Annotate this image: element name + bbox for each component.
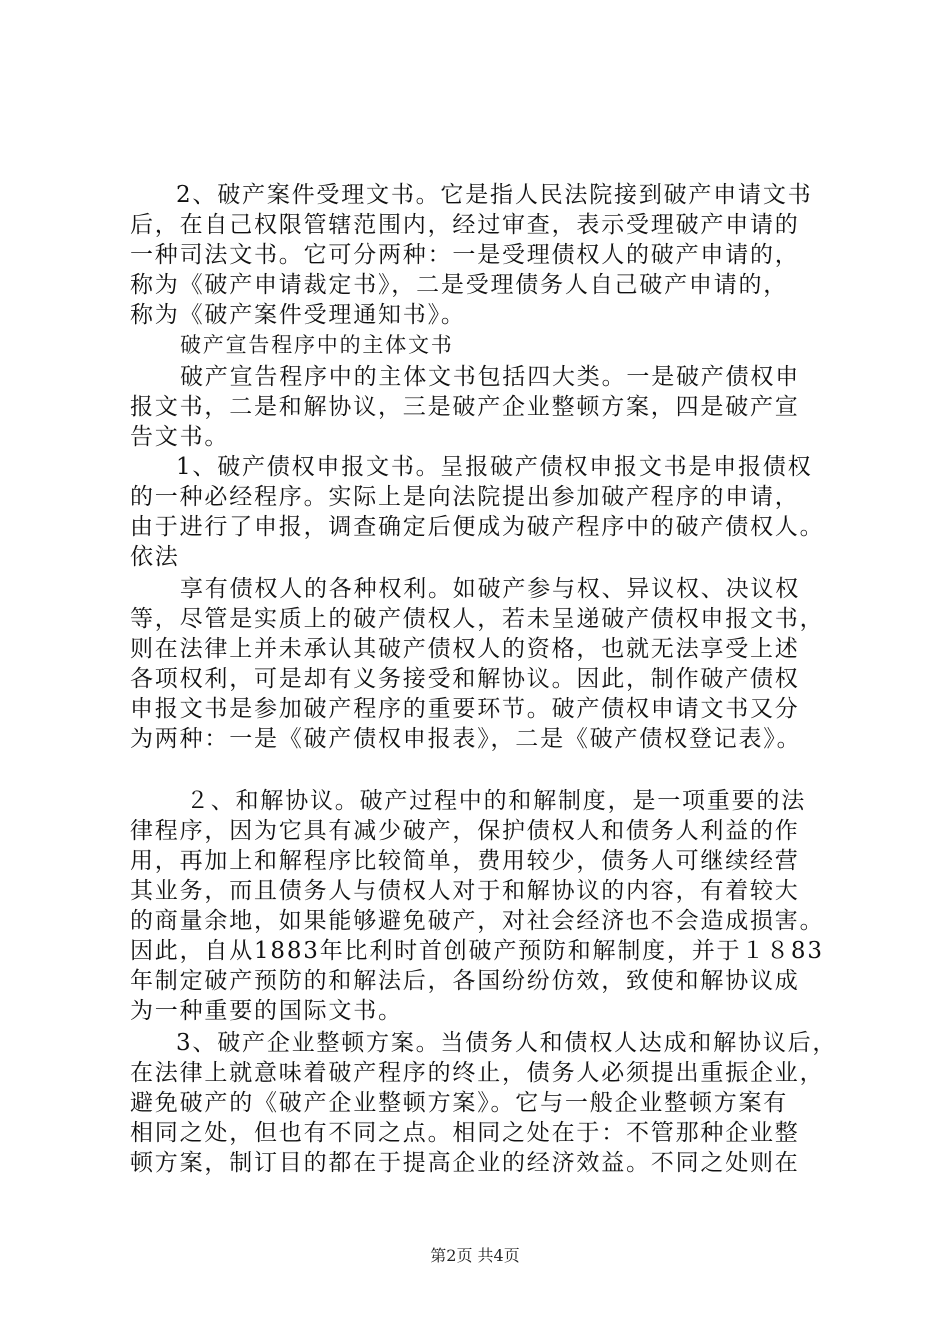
- text-line: 避免破产的《破产企业整顿方案》。它与一般企业整顿方案有: [130, 1090, 789, 1116]
- text-line: 告文书。: [130, 424, 230, 450]
- text-line: 报文书，二是和解协议，三是破产企业整顿方案，四是破产宣: [130, 394, 800, 420]
- text-line: 后，在自己权限管辖范围内，经过审查，表示受理破产申请的: [130, 212, 800, 238]
- section-heading: 破产宣告程序中的主体文书: [180, 333, 454, 357]
- text-line: 其业务，而且债务人与债权人对于和解协议的内容，有着较大: [130, 878, 800, 904]
- text-line: 的一种必经程序。实际上是向法院提出参加破产程序的申请，: [130, 484, 800, 510]
- text-line: 享有债权人的各种权利。如破产参与权、异议权、决议权: [180, 576, 800, 602]
- text-line: 破产宣告程序中的主体文书包括四大类。一是破产债权申: [180, 364, 800, 390]
- text-line: 称为《破产案件受理通知书》。: [130, 302, 466, 328]
- text-line: 的商量余地，如果能够避免破产，对社会经济也不会造成损害。: [130, 908, 825, 934]
- text-line: 相同之处，但也有不同之点。相同之处在于：不管那种企业整: [130, 1120, 800, 1146]
- text-line: 3、破产企业整顿方案。当债务人和债权人达成和解协议后，: [176, 1030, 838, 1056]
- text-line: 由于进行了申报，调查确定后便成为破产程序中的破产债权人。: [130, 514, 825, 540]
- text-line: 因此，自从1883年比利时首创破产预防和解制度，并于１８83: [130, 938, 824, 964]
- text-line: 为两种：一是《破产债权申报表》，二是《破产债权登记表》。: [130, 726, 802, 752]
- text-line: 顿方案，制订目的都在于提高企业的经济效益。不同之处则在: [130, 1150, 800, 1176]
- text-line: 律程序，因为它具有减少破产，保护债权人和债务人利益的作: [130, 818, 800, 844]
- text-line: 2、破产案件受理文书。它是指人民法院接到破产申请文书: [176, 182, 813, 208]
- text-line: 用，再加上和解程序比较简单，费用较少，债务人可继续经营: [130, 848, 800, 874]
- text-line: 在法律上就意味着破产程序的终止，债务人必须提出重振企业，: [130, 1060, 825, 1086]
- text-line: 年制定破产预防的和解法后，各国纷纷仿效，致使和解协议成: [130, 968, 800, 994]
- text-line: 一种司法文书。它可分两种：一是受理债权人的破产申请的，: [130, 242, 800, 268]
- text-line: 申报文书是参加破产程序的重要环节。破产债权申请文书又分: [130, 696, 800, 722]
- text-line: ２、和解协议。破产过程中的和解制度，是一项重要的法: [186, 788, 806, 814]
- page-number-footer: 第2页 共4页: [430, 1246, 520, 1265]
- text-line: 称为《破产申请裁定书》，二是受理债务人自己破产申请的，: [130, 272, 789, 298]
- text-line: 等，尽管是实质上的破产债权人，若未呈递破产债权申报文书，: [130, 606, 825, 632]
- text-line: 依法: [130, 544, 180, 570]
- text-line: 为一种重要的国际文书。: [130, 998, 403, 1024]
- text-line: 则在法律上并未承认其破产债权人的资格，也就无法享受上述: [130, 636, 800, 662]
- text-line: 1、破产债权申报文书。呈报破产债权申报文书是申报债权: [176, 454, 813, 480]
- text-line: 各项权利，可是却有义务接受和解协议。因此，制作破产债权: [130, 666, 800, 692]
